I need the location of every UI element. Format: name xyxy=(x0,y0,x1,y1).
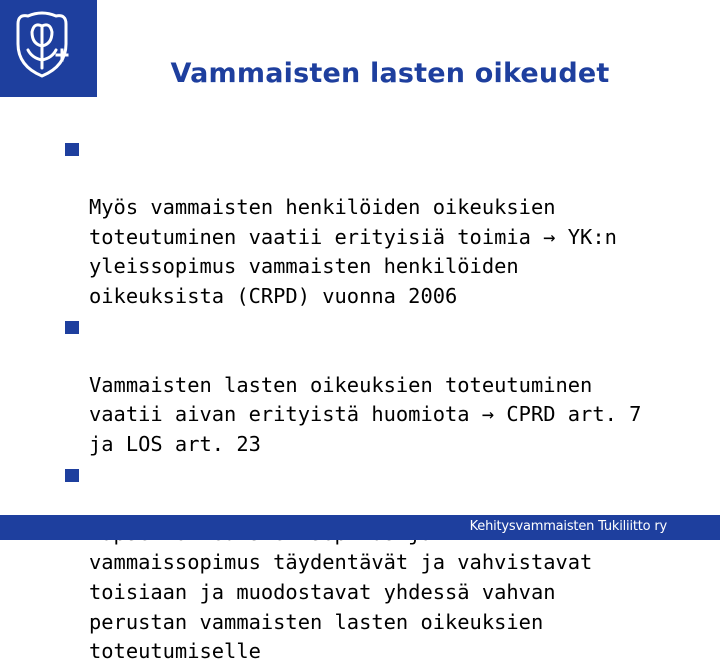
footer-bar xyxy=(0,515,720,540)
bullet-list xyxy=(63,134,703,667)
footer-organization: Kehitysvammaisten Tukiliitto ry xyxy=(469,519,667,534)
square-bullet-icon xyxy=(65,143,79,156)
square-bullet-icon xyxy=(65,469,79,482)
bullet-item xyxy=(63,460,703,667)
bullet-text: Vammaisten lasten oikeuksien toteutuminen vaatii aivan erityistä huomiota → CPRD art. 7 ja LOS art. 23 xyxy=(89,372,642,456)
slide-title: Vammaisten lasten oikeudet xyxy=(170,58,610,89)
square-bullet-icon xyxy=(65,321,79,334)
bullet-item xyxy=(63,312,703,460)
bullet-item xyxy=(63,134,703,312)
bullet-text: vammaissopimus täydentävät ja vahvistavat toisiaan ja muodostavat yhdessä vahvan perustan vammaisten lasten oikeuksien toteutumiselle xyxy=(89,550,593,664)
bullet-text: Myös vammaisten henkilöiden oikeuksien toteutuminen vaatii erityisiä toimia → YK:n yleissopimus vammaisten henkilöiden oikeuksista (CRPD) vuonna 2006 xyxy=(89,195,617,308)
